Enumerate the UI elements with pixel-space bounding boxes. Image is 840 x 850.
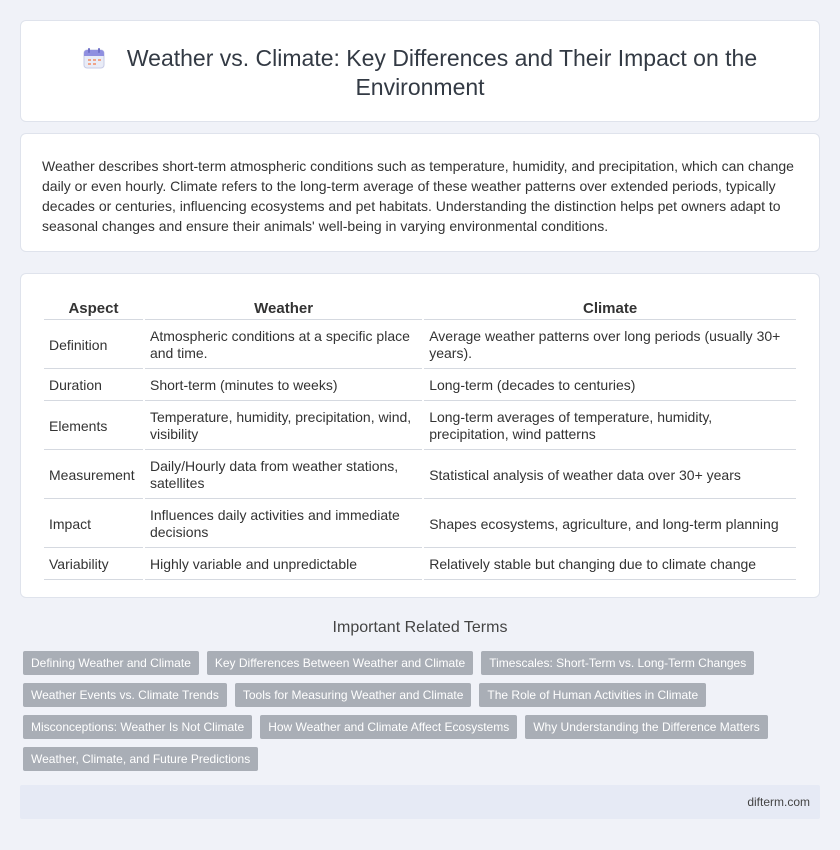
climate-cell: Average weather patterns over long periods (usually 30+ years).	[424, 322, 796, 369]
header-climate: Climate	[424, 298, 796, 320]
related-term-tag[interactable]: Weather, Climate, and Future Predictions	[23, 747, 258, 771]
weather-cell: Daily/Hourly data from weather stations, satellites	[145, 452, 422, 499]
aspect-cell: Definition	[44, 322, 143, 369]
related-terms-title: Important Related Terms	[332, 619, 508, 636]
table-row	[44, 550, 796, 580]
intro-card	[20, 133, 820, 252]
weather-cell: Short-term (minutes to weeks)	[145, 371, 422, 401]
table-header-row	[44, 298, 796, 320]
related-term-tag[interactable]: Timescales: Short-Term vs. Long-Term Changes	[481, 651, 754, 675]
climate-cell: Relatively stable but changing due to climate change	[424, 550, 796, 580]
related-term-tag[interactable]: Key Differences Between Weather and Climate	[207, 651, 473, 675]
header-aspect: Aspect	[44, 298, 143, 320]
related-term-tag[interactable]: Defining Weather and Climate	[23, 651, 199, 675]
table-row	[44, 403, 796, 450]
weather-cell: Highly variable and unpredictable	[145, 550, 422, 580]
comparison-table	[42, 296, 798, 582]
page-title: Weather vs. Climate: Key Differences and Their Impact on the Environment	[126, 45, 758, 100]
related-term-tag[interactable]: Misconceptions: Weather Is Not Climate	[23, 715, 252, 739]
aspect-cell: Elements	[44, 403, 143, 450]
weather-cell: Influences daily activities and immediate decisions	[145, 501, 422, 548]
related-term-tag[interactable]: Tools for Measuring Weather and Climate	[235, 683, 472, 707]
climate-cell: Long-term (decades to centuries)	[424, 371, 796, 401]
related-term-tag[interactable]: The Role of Human Activities in Climate	[479, 683, 706, 707]
intro-text: Weather describes short-term atmospheric conditions such as temperature, humidity, and precipitation, which can change daily or even hourly. Climate refers to the long-term average of these weather patterns over extended periods, typically decades or centuries, influencing ecosystems and pet habitats. Understanding the distinction helps pet owners adapt to seasonal changes and ensure their animals' well-being in varying environmental conditions.	[42, 158, 794, 234]
aspect-cell: Variability	[44, 550, 143, 580]
table-row	[44, 501, 796, 548]
climate-cell: Statistical analysis of weather data over 30+ years	[424, 452, 796, 499]
weather-cell: Temperature, humidity, precipitation, wind, visibility	[145, 403, 422, 450]
footer	[20, 785, 820, 819]
related-terms-list	[23, 651, 803, 779]
header-card	[20, 20, 820, 122]
table-row	[44, 322, 796, 369]
table-row	[44, 452, 796, 499]
climate-cell: Shapes ecosystems, agriculture, and long-term planning	[424, 501, 796, 548]
aspect-cell: Impact	[44, 501, 143, 548]
related-term-tag[interactable]: How Weather and Climate Affect Ecosystems	[260, 715, 517, 739]
page-title-wrap	[61, 44, 779, 102]
header-weather: Weather	[145, 298, 422, 320]
aspect-cell: Duration	[44, 371, 143, 401]
calendar-icon	[83, 47, 105, 69]
table-row	[44, 371, 796, 401]
related-term-tag[interactable]: Weather Events vs. Climate Trends	[23, 683, 227, 707]
climate-cell: Long-term averages of temperature, humidity, precipitation, wind patterns	[424, 403, 796, 450]
comparison-card	[20, 273, 820, 598]
related-term-tag[interactable]: Why Understanding the Difference Matters	[525, 715, 768, 739]
aspect-cell: Measurement	[44, 452, 143, 499]
site-name[interactable]: difterm.com	[747, 795, 810, 809]
weather-cell: Atmospheric conditions at a specific place and time.	[145, 322, 422, 369]
